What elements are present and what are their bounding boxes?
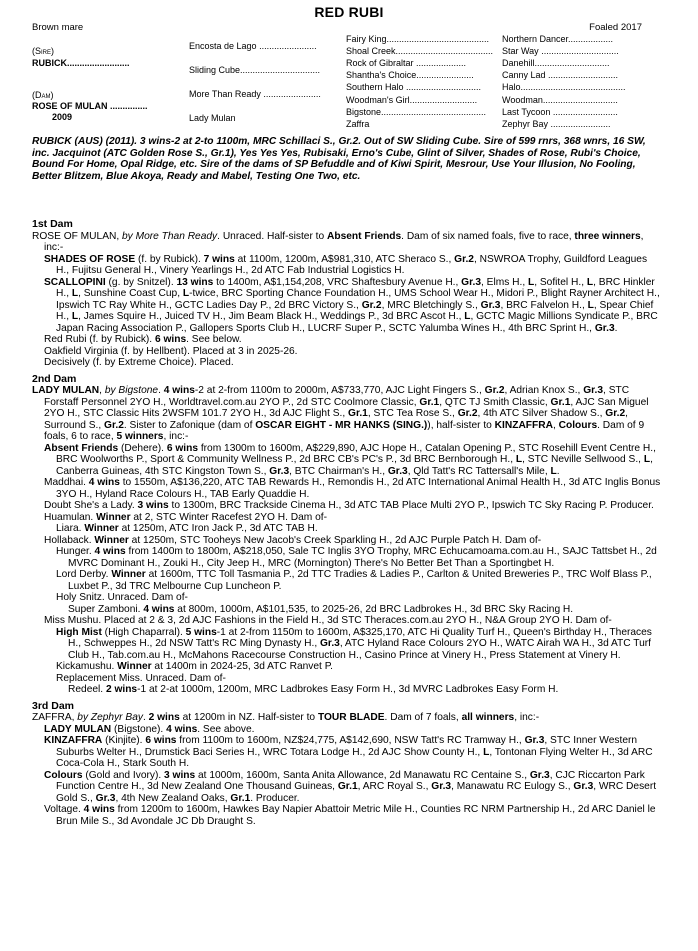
lady-mulan-para: LADY MULAN, by Bigstone. 4 wins-2 at 2-from 1100m to 2000m, A$733,770, AJC Light Fingers S., Gr.2, Adrian Knox S., Gr.3, STC Forstaff Personnel 2YO H., Worldtravel.com.au 2YO P., 2d STC Coolmore Classic, Gr.1, QTC TJ Smith Classic, Gr.1, AJC San Miguel 2YO H., STC Classic Hits 2WSFM 101.7 2YO H., 3d AJC Flight S., Gr.1, STC Tea Rose S., Gr.2, 4th ATC Silver Shadow S., Gr.2, Surround S., Gr.2. Sister to Zafonique (dam of OSCAR EIGHT - MR HANKS (SING.)), half-sister to KINZAFFRA, Colours. Dam of 9 foals, 6 to race, 5 winners, inc:- (32, 385, 649, 442)
t: Winner (94, 534, 129, 546)
t: L (71, 288, 79, 299)
t: at 1100m, 1200m, A$981,310, ATC Sheraco S., (234, 253, 455, 265)
maddhai-para (32, 477, 662, 500)
replacement-miss-para: Replacement Miss. Unraced. Dam of- (56, 672, 226, 684)
ped-gen4-2: Star Way ............................... (502, 46, 619, 56)
t: , inc:- (514, 712, 540, 723)
t: , Sunshine Coast Cup, (78, 288, 183, 299)
kickamushu-para (32, 661, 662, 673)
ped-gen3-6-text: Woodman's Girl (346, 95, 410, 105)
t: Gr.3 (524, 735, 545, 746)
high-mist-para (32, 627, 662, 662)
sire-label: (Sire) (32, 46, 54, 56)
t: (Kinjite). (102, 735, 146, 746)
ped-gen3-7: Bigstone.......................................... (346, 107, 487, 117)
ped-gen4-7: Last Tycoon .......................... (502, 107, 618, 117)
t: Absent Friends (327, 230, 402, 242)
t: Gr.1 (419, 396, 440, 408)
ped-gen4-2-text: Star Way (502, 46, 539, 56)
t: at 2, STC Winter Racefest 2YO H. Dam of- (130, 511, 327, 523)
huamulan-para (32, 512, 662, 524)
t: , Tontonan Flying Welter H., 3d ARC Coca-Cola H., Stark South H. (56, 746, 653, 769)
oakfield-para: Oakfield Virginia (f. by Hellbent). Placed at 3 in 2025-26. (44, 345, 298, 357)
t: (g. by Snitzel). (105, 276, 177, 288)
t: Red Rubi (f. by Rubick). (44, 334, 155, 345)
t: , CJC Riccarton Park Function Centre H., 3d New Zealand One Thousand Guineas, (56, 769, 645, 792)
t: . Dam of 9 foals, 6 to race, (44, 419, 645, 442)
t: L (483, 746, 490, 758)
t: , ARC Royal S., (357, 781, 432, 792)
t: (Dehere). (118, 442, 167, 454)
t: Colours (44, 769, 83, 781)
t: to 1400m, A$1,154,208, VRC Shaftesbury Avenue H., (213, 276, 462, 288)
t: to 1300m, BRC Trackside Cinema H., 3d ATC TAB Place Multi 2YO P., Ipswich TC Sky Racing P. Producer. (168, 500, 654, 511)
t: Huamulan. (44, 511, 97, 523)
t: , Manawatu RC Eulogy S., (451, 781, 574, 792)
t: -1 at 2-from 1150m to 1600m, A$325,170, ATC Hi Quality Turf H., Queen's Birthday H., Theraces H., Schweppes H., 2d NSW Tatt's RC Ming Dynasty H., (68, 626, 652, 649)
t: Gr.1 (348, 408, 368, 419)
t: , MRC Bletchingly S., (381, 299, 481, 311)
t: KINZAFFRA (494, 419, 553, 431)
t: , Adrian Knox S., (504, 385, 584, 396)
t: L (527, 276, 535, 288)
t: from 1400m to 1800m, A$218,050, Sale TC Inglis 3YO Trophy, MRC Echucamoama.com.au H., SAJC Tattsbet H., 2d MVRC Dominant H., Zouki H., City Jeep H., MRC (Mornington) There's No Better Bet Than a Sportingbet H. (68, 546, 657, 569)
ped-gen2-1-text: Encosta de Lago (189, 41, 257, 51)
ped-gen4-5: Halo.......................................... (502, 82, 626, 92)
t: Gr.3 (529, 769, 550, 781)
ped-gen3-2: Shoal Creek....................................... (346, 46, 494, 56)
t: 4 wins (143, 603, 175, 615)
t: Maddhai. (44, 477, 89, 488)
t: at 1000m, 1600m, Santa Anita Allowance, 2d Manawatu RC Centaine S., (195, 769, 530, 781)
t: to 1550m, A$136,220, ATC TAB Rewards H., Remondis H., 2d ATC International Animal Health H., 3d ATC Inglis Bonus 3YO H., Hyland Race Colours H., TAB Early Quaddie H. (56, 477, 661, 500)
ped-gen2-4-text: Lady Mulan (189, 113, 236, 123)
t: Colours (558, 419, 598, 431)
t: . Unraced. Half-sister to (217, 230, 327, 242)
t: Gr.3 (461, 276, 481, 288)
t: -1 at 2-at 1000m, 1200m, MRC Ladbrokes Easy Form H., 3d MVRC Ladbrokes Easy Form H. (137, 684, 559, 695)
second-dam-heading: 2nd Dam (32, 372, 77, 385)
ped-gen3-8-text: Zaffra (346, 119, 370, 129)
kinzaffra-para (32, 735, 662, 770)
t: Gr.3 (594, 322, 615, 334)
t: , Canberra Guineas, 4th STC Kingston Town S., (56, 454, 653, 477)
t: Winner (111, 569, 146, 580)
t: Winner (117, 661, 152, 672)
t: , STC Forstaff Personnel 2YO H., Worldtravel.com.au 2YO P., 2d STC Coolmore Classic, (44, 385, 630, 408)
ped-gen2-1: Encosta de Lago ....................... (189, 41, 317, 51)
ped-gen3-4: Shantha's Choice....................... (346, 70, 474, 80)
t: , BRC Hinkler H., (56, 276, 655, 299)
t: , STC Inner Western Suburbs Welter H., Drumstick Baci Series H., WRC Totara Lodge H., 2d AJC Show County H., (56, 735, 638, 758)
t: , GCTC Magic Millions Syndicate P., BRC Japan Racing Association P., Gallopers Sports Club H., LUCRF Super P., SCTC Yalumba Wines H., 4th BRC Sprint H., (56, 311, 658, 334)
ped-gen4-4-text: Canny Lad (502, 70, 546, 80)
t: , 4th ATC Silver Shadow S., (477, 408, 606, 419)
t: Absent Friends (44, 442, 119, 454)
first-dam-heading: 1st Dam (32, 218, 73, 230)
ped-gen4-3-text: Danehill (502, 58, 535, 68)
t: Gr.3 (387, 465, 408, 477)
t: Gr.3 (269, 465, 290, 477)
t: L (587, 299, 594, 311)
t: three winners (574, 230, 641, 242)
t: , STC Neville Sellwood S., (522, 454, 644, 465)
t: Super Zamboni. (68, 603, 144, 615)
t: Gr.3 (583, 385, 604, 396)
t: , 4th New Zealand Oaks, (115, 792, 231, 804)
t: Gr.3 (95, 792, 116, 804)
t: . (142, 712, 149, 723)
t: , inc:- (44, 230, 644, 253)
ped-gen3-1-text: Fairy King (346, 34, 387, 44)
ped-gen3-1: Fairy King......................................... (346, 34, 490, 44)
ped-gen4-6-text: Woodman (502, 95, 543, 105)
t: , Qld Tatt's RC Tattersall's Mile, (407, 465, 551, 477)
lady-mulan-3rd-para (32, 724, 662, 736)
liara-para (32, 523, 662, 535)
t: . Sister to Zafonique (dam of (123, 419, 256, 431)
t: ROSE OF MULAN, (32, 230, 123, 242)
t: 5 winners (116, 431, 164, 442)
t: . Dam of 7 foals, (384, 712, 462, 723)
t: 2 wins (105, 684, 138, 695)
t: 6 wins (154, 334, 187, 345)
t: LADY MULAN (32, 385, 100, 396)
sire-name: RUBICK......................... (32, 58, 130, 68)
produce-record (32, 214, 662, 827)
t: Gr.2 (454, 253, 474, 265)
t: . Dam of six named foals, five to race, (401, 230, 575, 242)
absent-friends-para (32, 443, 662, 478)
lord-derby-para (32, 569, 662, 592)
t: L (515, 454, 523, 465)
t: , Sofitel H., (534, 276, 587, 288)
t: , BRC Falvelon H., (500, 299, 588, 311)
t: . (614, 322, 618, 334)
t: 2 wins (148, 712, 180, 723)
t: Kickamushu. (56, 661, 118, 672)
t: Gr.3 (320, 638, 340, 649)
t: , James Squire H., Juiced TV H., Jim Beam Black H., Weddings P., 3d BRC Ascot H., (78, 311, 465, 322)
t: at 1400m in 2024-25, 3d ATC Ranvet P. (151, 661, 334, 672)
t: by More Than Ready (122, 230, 218, 242)
t: Gr.2 (605, 408, 626, 419)
redeel-para (32, 684, 662, 696)
doubt-para (32, 500, 662, 512)
t: 4 wins (163, 385, 195, 396)
holy-snitz-para: Holy Snitz. Unraced. Dam of- (56, 592, 188, 603)
t: Gr.3 (431, 781, 452, 792)
t: Doubt She's a Lady. (44, 500, 138, 511)
super-zamboni-para (32, 604, 662, 616)
t: Lord Derby. (56, 569, 112, 580)
miss-mushu-para: Miss Mushu. Placed at 2 & 3, 2d AJC Fashions in the Field H., 3d STC Theraces.com.au 2YO H., N&A Group 2YO H. Dam of- (44, 615, 612, 626)
t: Gr.1 (230, 792, 251, 804)
t: L (182, 288, 190, 299)
t: SHADES OF ROSE (44, 253, 136, 265)
t: Hunger. (56, 546, 95, 557)
sire-name-text: RUBICK (32, 58, 67, 68)
third-dam-heading: 3rd Dam (32, 699, 75, 712)
t: SCALLOPINI (44, 276, 106, 288)
t: at 1600m, TTC Toll Tasmania P., 2d TTC Tradies & Ladies P., Carlton & United Breweries P., TRC Wolf Blass P., Luxbet P., 3d TRC Melbourne Cup Luncheon P. (68, 569, 652, 592)
ped-gen4-1-text: Northern Dancer (502, 34, 569, 44)
dam-label: (Dam) (32, 90, 54, 100)
t: by Zephyr Bay (77, 712, 143, 723)
ped-gen3-7-text: Bigstone (346, 107, 382, 117)
ped-gen4-6: Woodman.............................. (502, 95, 618, 105)
t: ), half-sister to (427, 419, 495, 431)
t: -2 at 2-from 1100m to 2000m, A$733,770, AJC Light Fingers S., (194, 385, 485, 396)
t: Gr.2 (361, 299, 382, 311)
t: L (586, 276, 594, 288)
ped-gen3-3-text: Rock of Gibraltar (346, 58, 414, 68)
t: from 1200m to 1600m, Hawkes Bay Napier Abattoir Metric Mile H., Counties RC NRM Partnership H., 2d ARC Daniel le Brun Mile S., 3d Avondale JC Db Draught S. (56, 804, 656, 827)
t: 6 wins (166, 442, 198, 454)
t: Gr.3 (573, 781, 594, 792)
t: OSCAR EIGHT - MR HANKS (SING.) (255, 419, 428, 431)
t: L (643, 454, 651, 465)
t: , NSWROA Trophy, Guildford Leagues H., Fujitsu General H., Vinery Yearlings H., 2d ATC Fab Industrial Logistics H. (56, 253, 648, 276)
foaled-year: Foaled 2017 (589, 22, 642, 33)
t: 4 wins (166, 723, 198, 735)
ped-gen4-8: Zephyr Bay ........................ (502, 119, 611, 129)
ped-gen3-8 (346, 119, 369, 130)
hollaback-para (32, 535, 662, 547)
t: Hollaback. (44, 534, 95, 546)
t: at 800m, 1000m, A$101,535, to 2025-26, 2d BRC Ladbrokes H., 3d BRC Sky Racing H. (174, 603, 574, 615)
t: (f. by Rubick). (135, 253, 204, 265)
ped-gen3-4-text: Shantha's Choice (346, 70, 417, 80)
t: 13 wins (176, 276, 214, 288)
t: LADY MULAN (44, 723, 112, 735)
t: L (464, 311, 471, 322)
voltage-para (32, 804, 662, 827)
ped-gen4-8-text: Zephyr Bay (502, 119, 549, 129)
t: Gr.2 (104, 419, 124, 431)
t: by Bigstone (104, 385, 159, 396)
t: ZAFFRA, (32, 712, 78, 723)
t: L (71, 311, 79, 322)
colours-para (32, 770, 662, 805)
ped-gen2-3: More Than Ready ....................... (189, 89, 321, 99)
ped-gen3-5-text: Southern Halo (346, 82, 404, 92)
t: Gr.3 (480, 299, 501, 311)
zaffra-para (32, 712, 662, 724)
ped-gen3-2-text: Shoal Creek (346, 46, 396, 56)
t: all winners (461, 712, 515, 723)
t: , BTC Chairman's H., (289, 465, 388, 477)
t: , Surround S., (44, 408, 628, 431)
t: KINZAFFRA (44, 735, 103, 746)
first-dam-para (32, 231, 662, 254)
t: 3 wins (164, 769, 196, 781)
hunger-para (32, 546, 662, 569)
ped-gen3-6: Woodman's Girl........................... (346, 95, 478, 105)
t: (Bigstone). (111, 723, 167, 735)
t: Winner (84, 523, 119, 534)
t: Gr.1 (550, 396, 571, 408)
t: , Spear Chief H., (56, 299, 654, 322)
red-rubi-para (32, 334, 662, 346)
t: Voltage. (44, 804, 84, 815)
t: , STC Tea Rose S., (367, 408, 458, 419)
scallopini-para (32, 277, 662, 335)
t: at 1250m, ATC Iron Jack P., 3d ATC TAB H. (118, 523, 318, 534)
t: High Mist (56, 626, 102, 638)
t: 3 wins (137, 500, 169, 511)
t: , ATC Hyland Race Colours 2YO H., WATC Airah WA H., 3d ATC Turf Club H., Tab.com.au H., McMahons Racecourse Construction H., Casino Prince at Vinery H., Press Statement at Vinery H. (68, 638, 652, 661)
horse-title: RED RUBI (314, 4, 384, 20)
t: , AJC San Miguel 2YO H., STC Classic Hits 2WSFM 101.7 2YO H., 3d AJC Flight S., (44, 396, 649, 419)
t: (High Chaparral). (101, 626, 186, 638)
t: . Producer. (250, 792, 300, 804)
sire-summary: RUBICK (AUS) (2011). 3 wins-2 at 2-to 1100m, MRC Schillaci S., Gr.2. Out of SW Sliding Cube. Sire of 599 rnrs, 368 wnrs, 16 SW, inc. Jacquinot (ATC Golden Rose S., Gr.1), Yes Yes Yes, Rubisaki, Erno's Cube, Glint of Silver, Shades of Rose, Rubi's Choice, Bound For Home, Opal Ridge, etc. Sire of the dams of SP Befuddle and of Kiwi Spirit, Mesrour, Use Your Illusion, No Fooling, Better Blitzem, Blue Akoya, Ready and Mabel, Testing One Two, etc. (32, 136, 646, 182)
t: from 1100m to 1600m, NZ$24,775, A$142,690, NSW Tatt's RC Tramway H., (176, 735, 525, 746)
t: Gr.2 (457, 408, 478, 419)
t: Gr.2 (484, 385, 505, 396)
t: 6 wins (145, 735, 177, 746)
ped-gen3-5: Southern Halo .............................. (346, 82, 482, 92)
t: 4 wins (88, 477, 120, 488)
ped-gen4-4: Canny Lad ............................ (502, 70, 619, 80)
dam-name-text: ROSE OF MULAN (32, 101, 108, 111)
t: , (552, 419, 559, 431)
dam-name: ROSE OF MULAN ............... (32, 101, 148, 111)
ped-gen2-3-text: More Than Ready (189, 89, 261, 99)
ped-gen4-5-text: Halo (502, 82, 521, 92)
t: . See above. (197, 723, 255, 735)
t: 7 wins (203, 253, 235, 265)
t: at 1250m, STC Tooheys New Jacob's Creek Sparkling H., 2d AJC Purple Patch H. Dam of- (128, 534, 542, 546)
t: , QTC TJ Smith Classic, (439, 396, 551, 408)
ped-gen4-7-text: Last Tycoon (502, 107, 551, 117)
t: , Elms H., (481, 276, 528, 288)
ped-gen4-1: Northern Dancer.................. (502, 34, 614, 44)
dam-year: 2009 (52, 112, 73, 122)
ped-gen2-2: Sliding Cube................................ (189, 65, 321, 75)
ped-gen2-2-text: Sliding Cube (189, 65, 241, 75)
t: , WRC Desert Gold S., (56, 781, 657, 804)
t: . (556, 465, 560, 477)
t: Gr.1 (337, 781, 358, 792)
ped-gen3-3: Rock of Gibraltar .................... (346, 58, 467, 68)
t: 4 wins (94, 546, 126, 557)
ped-gen4-3: Danehill.............................. (502, 58, 610, 68)
decisively-para: Decisively (f. by Extreme Choice). Placed. (44, 357, 234, 368)
t: from 1300m to 1600m, A$229,890, AJC Hope H., Catalan Opening P., STC Rosehill Event Centre H., BRC Woolworths P., Sport & Community Wellness P., 2d BRC CB's PC's P., 3d BRC Bernborough H., (56, 442, 656, 465)
t: . See below. (186, 334, 242, 345)
t: 5 wins (185, 626, 217, 638)
t: Redeel. (68, 684, 106, 695)
shades-of-rose-para (32, 254, 662, 277)
t: 4 wins (83, 804, 115, 815)
t: Liara. (56, 523, 85, 534)
t: , inc:- (163, 431, 189, 442)
t: Winner (96, 511, 131, 523)
t: (Gold and Ivory). (82, 769, 165, 781)
t: TOUR BLADE (317, 712, 385, 723)
t: at 1200m in NZ. Half-sister to (179, 712, 318, 723)
t: L (550, 465, 557, 477)
ped-gen2-4 (189, 113, 236, 124)
t: -twice, BRC Sporting Chance Foundation H., UMS School Wear H., Midori P., Blight Rayner Architect H., Ipswich TC Ray White H., GCTC Ladies Day P., 2d BRC Victory S., (56, 288, 660, 311)
horse-sex: Brown mare (32, 22, 84, 33)
